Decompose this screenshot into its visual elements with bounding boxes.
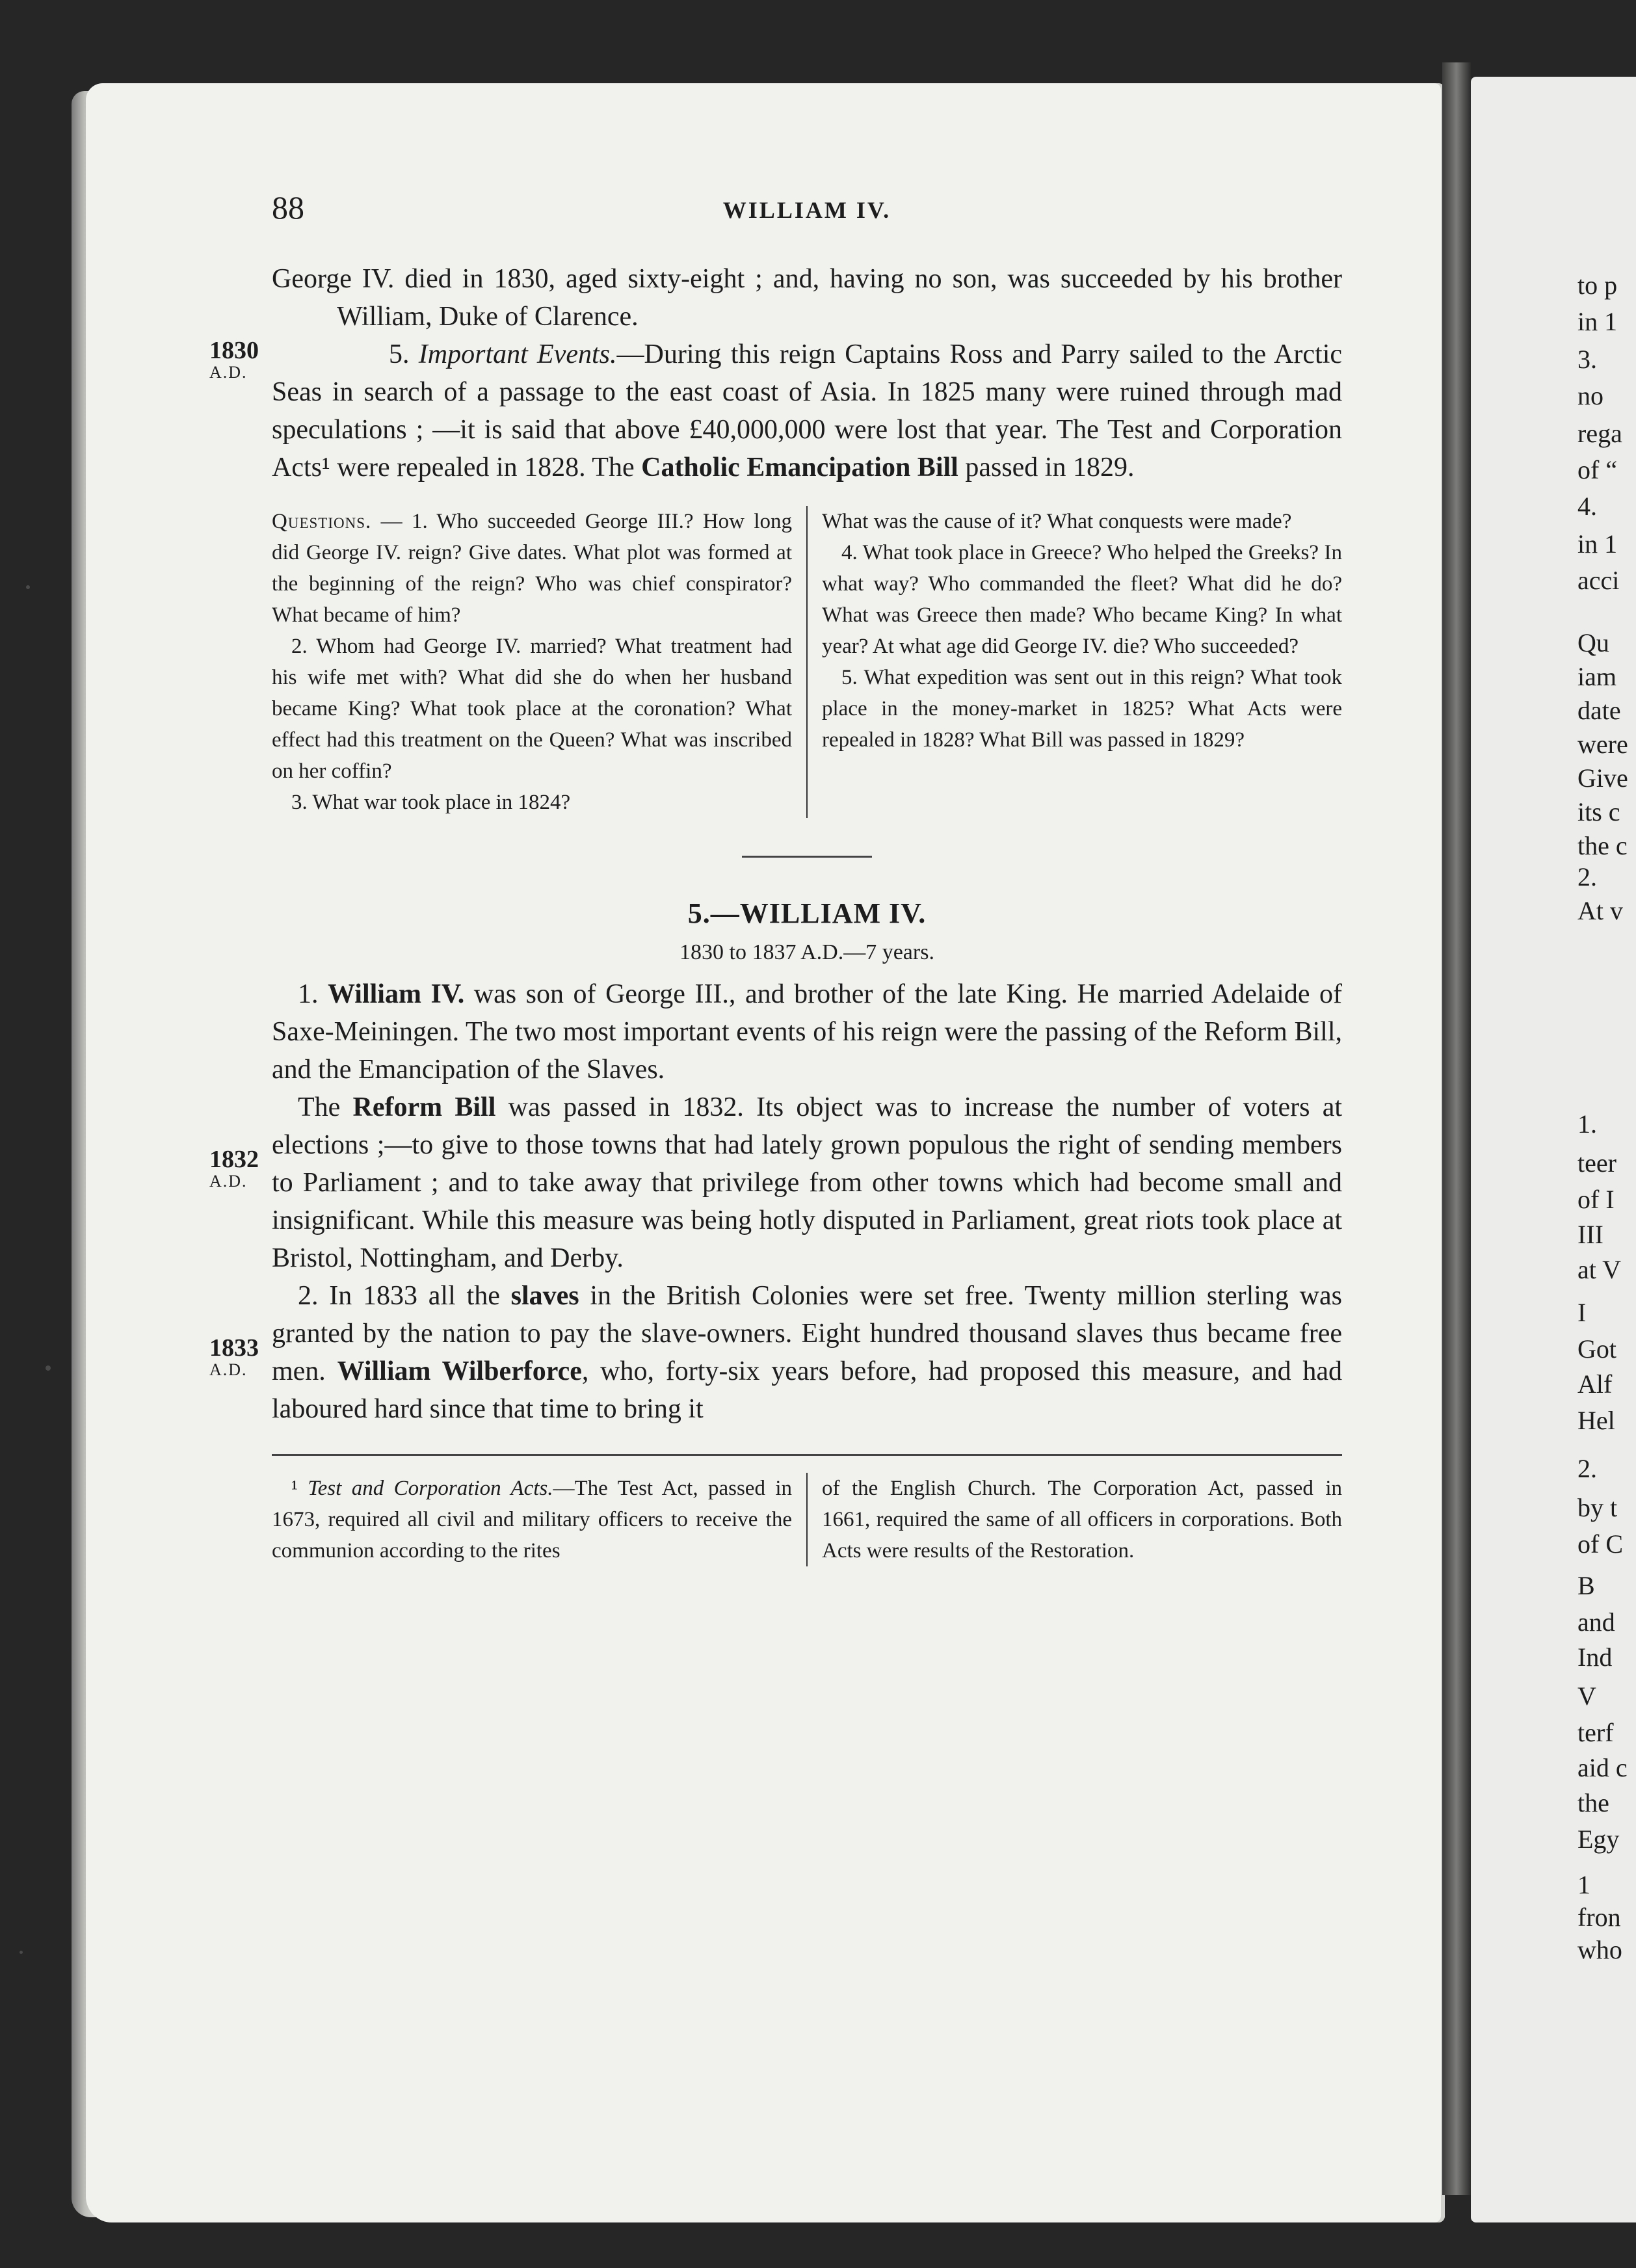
facing-page-fragment: to p [1577,270,1618,300]
facing-page-fragment: B [1577,1571,1595,1600]
slaves-term: slaves [510,1281,579,1311]
reform-bill: Reform Bill [352,1092,496,1122]
section-paragraph-2: 1832 A.D. The Reform Bill was passed in 1832. Its object was to increase the number of voters at elections ;—to give to those towns that had lately grown populous the right of sending members to Parliament ; and to take away that privilege from other towns which had become small and insignificant. While this measure was being hotly disputed in Parliament, great riots took place at Bristol, Nottingham, and Derby. [209,1092,1343,1273]
facing-page-fragment: At v [1577,896,1623,925]
facing-page-fragment: of I [1577,1185,1615,1214]
intro-section [209,260,1343,486]
facing-page-fragment: iam [1577,662,1616,691]
question-item: 2. Whom had George IV. married? What treatment had his wife met with? What did she do when her husband became King? What took place at the coronation? What effect had this treatment on the Queen? What was inscribed on her coffin? [272,635,792,783]
facing-page-fragment: Got [1577,1334,1616,1364]
facing-page-fragment: by t [1577,1493,1618,1522]
running-head: WILLIAM IV. [722,197,891,223]
facing-page-fragment: 2. [1577,862,1597,891]
questions-right-column [808,506,1342,818]
facing-page-fragment: acci [1577,566,1620,595]
facing-page-fragment: 1. [1577,1109,1597,1139]
facing-page-fragment: the c [1577,831,1628,860]
facing-page-fragment: rega [1577,419,1622,448]
footnote-rule [272,1454,1342,1456]
facing-page-fragment: 2. [1577,1454,1597,1483]
catholic-emancipation-bill: Catholic Emancipation Bill [641,453,958,482]
facing-page-fragment: of “ [1577,455,1618,484]
facing-page-fragment: in 1 [1577,529,1618,559]
footnote-left-column: ¹ Test and Corporation Acts.—The Test Act, passed in 1673, required all civil and military officers to receive the communion according to the rites [272,1473,808,1566]
william-wilberforce: William Wilberforce [337,1356,582,1386]
facing-page-fragment: Alf [1577,1369,1613,1399]
footnote-block [272,1473,1342,1566]
intro-paragraph-2: 1830 A.D. 5. Important Events.—During this reign Captains Ross and Parry sailed to the Arctic Seas in search of a passage to the east coast of Asia. In 1825 many were ruined through mad speculations ; —it is said that above £40,000,000 were lost that year. The Test and Corporation Acts¹ were repealed in 1828. The Catholic Emancipation Bill passed in 1829. [209,337,1343,482]
facing-page-fragment: who [1577,1935,1622,1964]
william-iv-name: William IV. [328,979,465,1009]
facing-page-fragment: Qu [1577,628,1609,657]
facing-page-fragment: terf [1577,1718,1614,1747]
section-paragraph-3: 1833 A.D. 2. In 1833 all the slaves in the British Colonies were set free. Twenty million sterling was granted by the nation to pay the slave-owners. Eight hundred thousand slaves thus became free men. William Wilberforce, who, forty-six years before, had proposed this measure, and had laboured hard since that time to bring it [209,1281,1342,1424]
facing-page-fragment: Egy [1577,1825,1620,1854]
section-dates: 1830 to 1837 A.D.—7 years. [679,940,934,964]
facing-page-fragment: were [1577,730,1628,759]
section-paragraph-1: 1. William IV. was son of George III., and brother of the late King. He married Adelaide of Saxe-Meiningen. The two most important events of his reign were the passing of the Reform Bill, and the Emancipation of the Slaves. [272,979,1343,1085]
page-number: 88 [272,189,304,226]
question-item: 3. What war took place in 1824? [291,791,571,814]
page-content [209,189,1343,1566]
page-header [272,189,1342,234]
facing-page-fragment: 4. [1577,492,1597,521]
book-gutter [1442,62,1471,2195]
facing-page-fragment: III [1577,1220,1603,1249]
section-divider [742,856,872,858]
facing-page-fragment: in 1 [1577,307,1618,336]
margin-date-1832: 1832 A.D. [209,1146,259,1191]
facing-page-fragment: Hel [1577,1406,1615,1435]
facing-page-fragment: of C [1577,1529,1623,1559]
facing-page-fragment: 1 [1577,1870,1590,1899]
footnote-right-column: of the English Church. The Corporation Act, passed in 1661, required the same of all officers in corporations. Both Acts were results of the Restoration. [822,1477,1342,1563]
facing-page-fragment: fron [1577,1903,1621,1932]
margin-date-1830: 1830 A.D. [209,337,259,382]
facing-page-fragment: and [1577,1607,1615,1637]
margin-date-1833: 1833 A.D. [209,1334,259,1379]
intro-paragraph-1: George IV. died in 1830, aged sixty-eight ; and, having no son, was succeeded by his brother William, Duke of Clarence. [272,264,1342,332]
facing-page-fragment: V [1577,1681,1596,1711]
section-title: 5.—WILLIAM IV. [687,897,927,929]
footnote-heading: Test and Corporation Acts. [308,1477,553,1500]
facing-page-fragment: aid c [1577,1753,1628,1782]
questions-block [272,506,1342,818]
facing-page-fragment: Ind [1577,1642,1613,1672]
question-item: 5. What expedition was sent out in this reign? What took place in the money-market in 1825? What Acts were repealed in 1828? What Bill was passed in 1829? [822,666,1342,752]
facing-page-fragment: date [1577,696,1621,725]
important-events-heading: Important Events. [418,339,617,369]
facing-page-fragment: teer [1577,1148,1616,1178]
facing-page-fragment: Give [1577,763,1628,793]
facing-page-fragment: I [1577,1298,1587,1327]
question-item: What was the cause of it? What conquests were made? [822,510,1292,533]
facing-page-fragment: at V [1577,1255,1622,1284]
questions-left-column [272,506,808,818]
facing-page-fragment: 3. [1577,345,1597,374]
facing-page-fragment: the [1577,1788,1609,1817]
facing-page-fragment: its c [1577,797,1620,826]
question-item: Questions. — 1. Who succeeded George III.? How long did George IV. reign? Give dates. What plot was formed at the beginning of the reign? Who was chief conspirator? What became of him? [272,510,793,627]
facing-page-fragment: no [1577,381,1603,410]
question-item: 4. What took place in Greece? Who helped the Greeks? In what way? Who commanded the fleet? What did he do? What was Greece then made? Who became King? In what year? At what age did George IV. die? Who succeeded? [822,541,1342,658]
